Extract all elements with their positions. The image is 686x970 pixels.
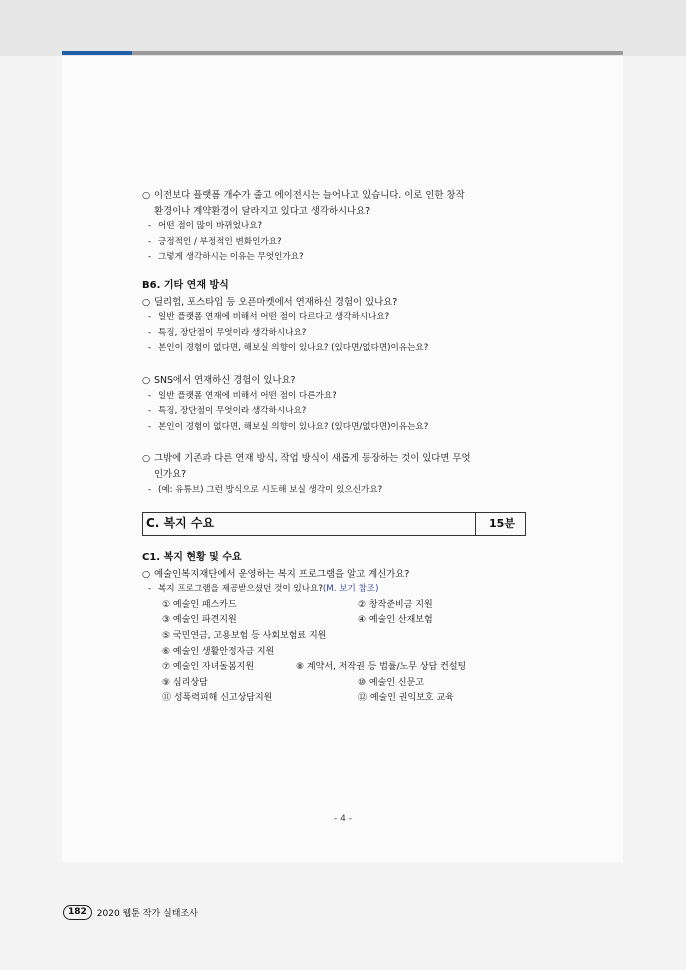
section-time: 15분 bbox=[475, 513, 520, 535]
question-platform-change: ○ 이전보다 플랫폼 개수가 줄고 에이전시는 늘어나고 있습니다. 이로 인한 창작 환경이나 계약환경이 달라지고 있다고 생각하시나요? bbox=[142, 190, 465, 217]
welfare-program-list bbox=[142, 598, 526, 707]
sub-question: - 특징, 장단점이 무엇이라 생각하시나요? bbox=[148, 327, 307, 338]
sub-question: - 특징, 장단점이 무엇이라 생각하시나요? bbox=[148, 406, 307, 417]
reference-note: (M. 보기 참조) bbox=[322, 584, 379, 595]
question-sns: ○ SNS에서 연재하신 경험이 있나요? bbox=[142, 374, 296, 386]
list-item: ⑥ 예술인 생활안정자금 지원 bbox=[162, 646, 275, 657]
list-item: ⑨ 심리상담 bbox=[162, 677, 208, 688]
list-item: ⑦ 예술인 자녀돌봄지원 bbox=[162, 662, 255, 673]
list-item: ① 예술인 패스카드 bbox=[162, 599, 237, 610]
sub-question: - 일반 플랫폼 연재에 비해서 어떤 점이 다르다고 생각하시나요? bbox=[148, 312, 390, 323]
list-item: ③ 예술인 파견지원 bbox=[162, 615, 237, 626]
footer bbox=[63, 905, 198, 920]
sub-question: - 본인이 경험이 없다면, 해보실 의향이 있나요? (있다면/없다면)이유는요? bbox=[148, 421, 429, 432]
sub-question: - 복지 프로그램을 제공받으셨던 것이 있나요?(M. 보기 참조) bbox=[148, 584, 379, 595]
heading-b6: B6. 기타 연재 방식 bbox=[142, 279, 229, 291]
heading-c1: C1. 복지 현황 및 수요 bbox=[142, 552, 242, 564]
question-open-market: ○ 딜리헙, 포스타입 등 오픈마켓에서 연재하신 경험이 있나요? bbox=[142, 296, 398, 308]
document-content bbox=[142, 188, 526, 707]
list-item: ⑤ 국민연금, 고용보험 등 사회보험료 지원 bbox=[162, 631, 327, 642]
header-rule bbox=[132, 51, 623, 55]
footer-page-badge: 182 bbox=[63, 905, 92, 920]
list-item: ⑩ 예술인 신문고 bbox=[358, 677, 424, 688]
list-item: ⑧ 계약서, 저작권 등 법률/노무 상담 컨설팅 bbox=[296, 662, 467, 673]
sub-question: - 일반 플랫폼 연재에 비해서 어떤 점이 다른가요? bbox=[148, 390, 337, 401]
page-number: - 4 - bbox=[334, 814, 352, 824]
list-item: ④ 예술인 산재보험 bbox=[358, 615, 433, 626]
header-rule-accent bbox=[62, 51, 132, 55]
section-title: C. 복지 수요 bbox=[146, 516, 215, 531]
list-item: ⑪ 성폭력피해 신고상담지원 bbox=[162, 693, 273, 704]
top-band bbox=[0, 0, 686, 56]
list-item: ② 창작준비금 지원 bbox=[358, 599, 433, 610]
question-welfare: ○ 예술인복지재단에서 운영하는 복지 프로그램을 알고 계신가요? bbox=[142, 568, 410, 580]
section-c-box bbox=[142, 512, 526, 536]
footer-title: 2020 웹툰 작가 실태조사 bbox=[96, 909, 198, 919]
list-item: ⑫ 예술인 권익보호 교육 bbox=[358, 693, 454, 704]
sub-question: - 본인이 경험이 없다면, 해보실 의향이 있나요? (있다면/없다면)이유는요? bbox=[148, 343, 429, 354]
sub-question: - 그렇게 생각하시는 이유는 무엇인가요? bbox=[148, 252, 304, 263]
question-other-methods: ○ 그밖에 기존과 다른 연재 방식, 작업 방식이 새롭게 등장하는 것이 있다면 무엇 인가요? bbox=[142, 453, 471, 480]
sub-question: - (예: 유튜브) 그런 방식으로 시도해 보실 생각이 있으신가요? bbox=[148, 484, 383, 495]
sub-question: - 어떤 점이 많이 바뀌었나요? bbox=[148, 221, 263, 232]
sub-question: - 긍정적인 / 부정적인 변화인가요? bbox=[148, 236, 282, 247]
